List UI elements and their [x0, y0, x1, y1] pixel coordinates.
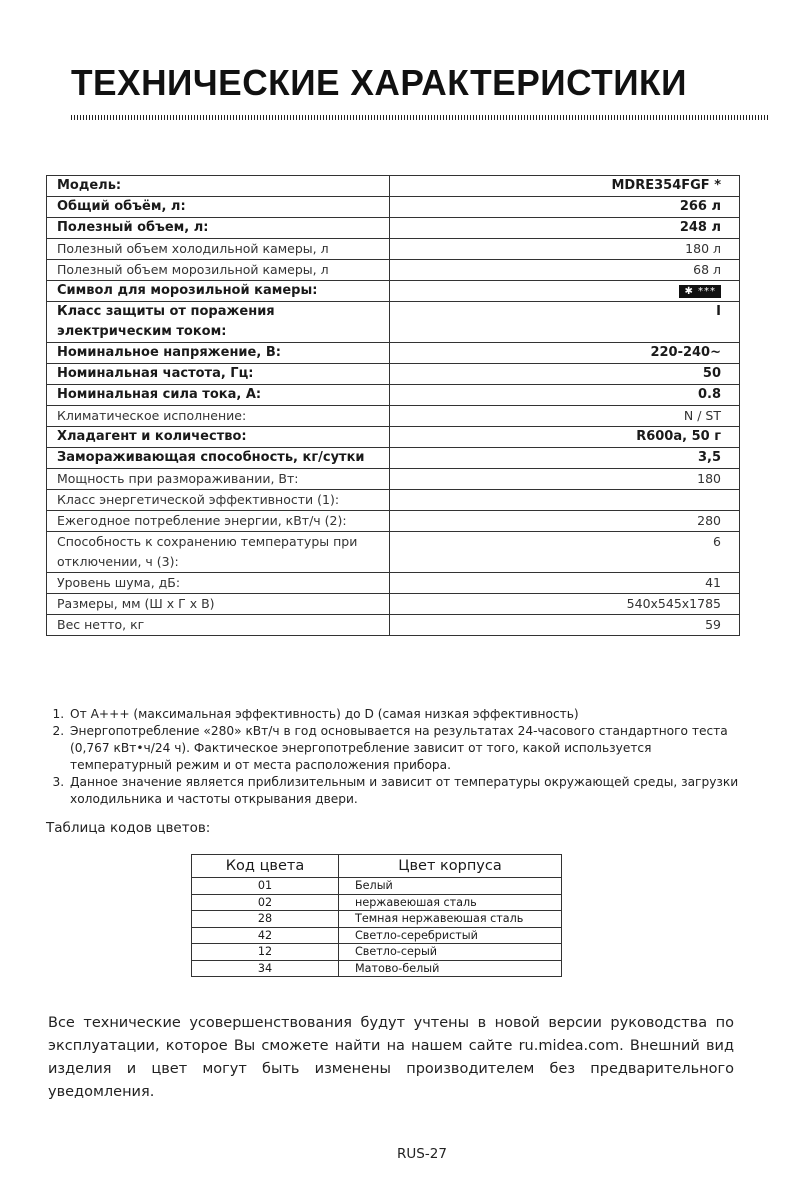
spec-value: 540x545x1785	[390, 594, 740, 615]
spec-label: Полезный объем, л:	[47, 218, 390, 239]
freezer-symbol-cell	[390, 281, 740, 302]
spec-value: MDRE354FGF *	[390, 176, 740, 197]
spec-label: Номинальная сила тока, А:	[47, 385, 390, 406]
page-number: RUS-27	[397, 1146, 447, 1162]
color-name: нержавеюшая сталь	[339, 894, 562, 911]
spec-row	[47, 343, 740, 364]
spec-value: 248 л	[390, 218, 740, 239]
spec-label: Уровень шума, дБ:	[47, 573, 390, 594]
color-name: Светло-серый	[339, 944, 562, 961]
spec-row	[47, 594, 740, 615]
spec-row	[47, 490, 740, 511]
spec-label: Вес нетто, кг	[47, 615, 390, 636]
spec-value: 41	[390, 573, 740, 594]
specifications-table	[46, 175, 740, 636]
spec-value: 6	[390, 532, 740, 573]
color-code: 28	[192, 911, 339, 928]
spec-row	[47, 197, 740, 218]
spec-row	[47, 469, 740, 490]
spec-label: Общий объём, л:	[47, 197, 390, 218]
spec-label: Полезный объем морозильной камеры, л	[47, 260, 390, 281]
spec-row	[47, 218, 740, 239]
spec-value: I	[390, 302, 740, 343]
color-row	[192, 894, 562, 911]
spec-label: Номинальная частота, Гц:	[47, 364, 390, 385]
color-code: 02	[192, 894, 339, 911]
page-title: ТЕХНИЧЕСКИЕ ХАРАКТЕРИСТИКИ	[71, 62, 687, 103]
spec-label: Хладагент и количество:	[47, 427, 390, 448]
spec-label: Ежегодное потребление энергии, кВт/ч (2):	[47, 511, 390, 532]
color-name: Светло-серебристый	[339, 927, 562, 944]
color-code: 42	[192, 927, 339, 944]
spec-value: 59	[390, 615, 740, 636]
spec-row	[47, 406, 740, 427]
footnote-item: 2. Энергопотребление «280» кВт/ч в год основывается на результатах 24-часового стандартного теста (0,767 кВт•ч/24 ч). Фактическое энергопотребление зависит от того, какой используется температурный режим и от места расположения прибора.	[68, 723, 748, 774]
color-code: 12	[192, 944, 339, 961]
spec-value: 0.8	[390, 385, 740, 406]
color-code: 01	[192, 878, 339, 895]
spec-label: Класс энергетической эффективности (1):	[47, 490, 390, 511]
footnote-item: 3. Данное значение является приблизительным и зависит от температуры окружающей среды, загрузки холодильника и частоты открывания двери.	[68, 774, 748, 808]
freezer-star-icon: ✱ ***	[679, 285, 721, 298]
spec-row	[47, 615, 740, 636]
spec-row	[47, 427, 740, 448]
color-name: Матово-белый	[339, 960, 562, 977]
spec-value: 50	[390, 364, 740, 385]
spec-row	[47, 260, 740, 281]
spec-value: 3,5	[390, 448, 740, 469]
spec-row	[47, 302, 740, 343]
color-codes-table	[191, 854, 562, 977]
color-code-header: Код цвета	[192, 855, 339, 878]
title-underline	[71, 115, 768, 120]
spec-value: 180 л	[390, 239, 740, 260]
spec-row	[47, 511, 740, 532]
spec-row	[47, 448, 740, 469]
spec-row	[47, 385, 740, 406]
spec-row	[47, 364, 740, 385]
spec-label: Способность к сохранению температуры при отключении, ч (3):	[47, 532, 390, 573]
color-table-caption: Таблица кодов цветов:	[46, 820, 211, 836]
color-row	[192, 878, 562, 895]
spec-row	[47, 239, 740, 260]
color-row	[192, 911, 562, 928]
spec-value: R600a, 50 г	[390, 427, 740, 448]
spec-label: Климатическое исполнение:	[47, 406, 390, 427]
spec-value	[390, 490, 740, 511]
spec-label: Символ для морозильной камеры:	[47, 281, 390, 302]
spec-value: 266 л	[390, 197, 740, 218]
disclaimer-paragraph: Все технические усовершенствования будут учтены в новой версии руководства по эксплуатации, которое Вы сможете найти на нашем сайте ru.midea.com. Внешний вид изделия и цвет могут быть изменены производителем без предварительного уведомления.	[48, 1015, 734, 1100]
spec-label: Размеры, мм (Ш х Г х В)	[47, 594, 390, 615]
footnotes-list	[48, 706, 748, 808]
spec-row	[47, 573, 740, 594]
spec-label: Модель:	[47, 176, 390, 197]
spec-label: Мощность при размораживании, Вт:	[47, 469, 390, 490]
spec-value: N / ST	[390, 406, 740, 427]
color-name: Темная нержавеюшая сталь	[339, 911, 562, 928]
spec-row	[47, 176, 740, 197]
color-row	[192, 944, 562, 961]
spec-label: Класс защиты от поражения электрическим током:	[47, 302, 390, 343]
color-row	[192, 927, 562, 944]
body-color-header: Цвет корпуса	[339, 855, 562, 878]
spec-value: 280	[390, 511, 740, 532]
spec-label: Полезный объем холодильной камеры, л	[47, 239, 390, 260]
spec-value: 68 л	[390, 260, 740, 281]
spec-value: 220-240~	[390, 343, 740, 364]
spec-row	[47, 532, 740, 573]
spec-row	[47, 281, 740, 302]
footnote-item: 1. От А+++ (максимальная эффективность) до D (самая низкая эффективность)	[68, 706, 748, 723]
spec-label: Замораживающая способность, кг/сутки	[47, 448, 390, 469]
color-code: 34	[192, 960, 339, 977]
color-row	[192, 960, 562, 977]
spec-label: Номинальное напряжение, В:	[47, 343, 390, 364]
spec-value: 180	[390, 469, 740, 490]
color-name: Белый	[339, 878, 562, 895]
